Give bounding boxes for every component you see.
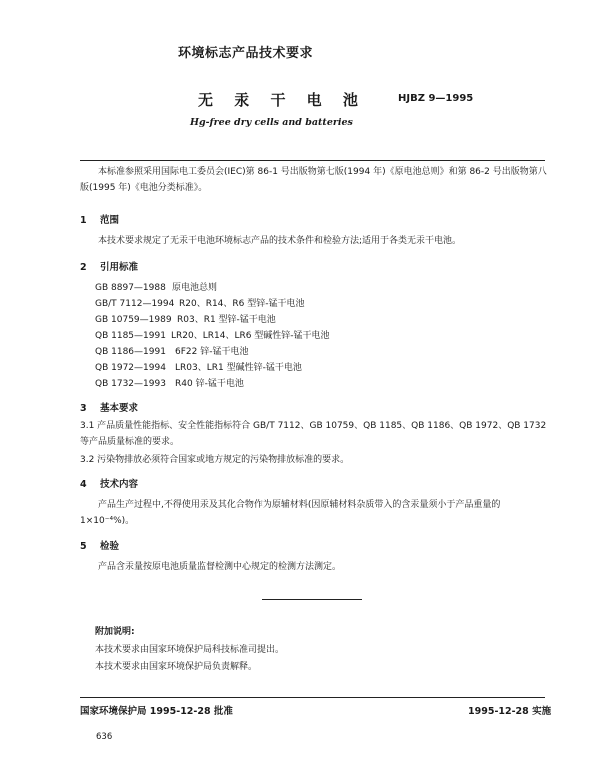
reference-name: R40 锌-锰干电池 [175, 379, 244, 389]
list-item [95, 360, 330, 376]
section-number: 2 [80, 262, 87, 273]
list-item [95, 376, 330, 392]
section-5-text: 产品含汞量按原电池质量监督检测中心规定的检测方法测定。 [98, 562, 342, 572]
section-title: 检验 [100, 541, 120, 552]
bottom-rule [80, 697, 545, 698]
reference-name: R03、R1 型锌-锰干电池 [177, 315, 276, 325]
reference-code: QB 1732—1993 [95, 379, 166, 389]
list-item [95, 328, 330, 344]
section-title: 范围 [100, 215, 120, 226]
section-title: 基本要求 [100, 403, 139, 414]
section-2-heading [80, 259, 138, 273]
top-rule [80, 160, 545, 161]
list-item [95, 280, 330, 296]
preface-paragraph: 本标准参照采用国际电工委员会(IEC)第 86-1 号出版物第七版(1994 年)《原电池总则》和第 86-2 号出版物第八版(1995 年)《电池分类标准》。 [80, 167, 547, 193]
reference-name: 原电池总则 [172, 283, 218, 293]
section-3-1-text: 3.1 产品质量性能指标、安全性能指标符合 GB/T 7112、GB 10759、QB 1185、QB 1186、QB 1972、QB 1732等产品质量标准的要求。 [80, 421, 547, 447]
reference-code: QB 1186—1991 [95, 347, 166, 357]
reference-code: GB/T 7112—1994 [95, 299, 175, 309]
page-number: 636 [96, 732, 113, 742]
reference-code: GB 8897—1988 [95, 283, 166, 293]
reference-name: R20、R14、R6 型锌-锰干电池 [179, 299, 305, 309]
section-number: 3 [80, 403, 87, 414]
reference-code: GB 10759—1989 [95, 315, 172, 325]
document-title: 无 汞 干 电 池 [198, 91, 366, 109]
section-number: 5 [80, 541, 87, 552]
standard-code: HJBZ 9—1995 [398, 93, 474, 104]
section-3-2-text: 3.2 污染物排放必须符合国家或地方规定的污染物排放标准的要求。 [80, 455, 350, 465]
document-header: 环境标志产品技术要求 [178, 46, 314, 61]
section-title: 引用标准 [100, 262, 139, 273]
reference-list [95, 280, 330, 392]
document-title-english: Hg-free dry cells and batteries [190, 117, 353, 128]
end-rule [262, 599, 362, 600]
section-3-heading [80, 400, 138, 414]
section-5-heading [80, 538, 119, 552]
notes-line-1: 本技术要求由国家环境保护局科技标准司提出。 [95, 645, 285, 655]
approval-info: 国家环境保护局 1995-12-28 批准 [80, 706, 233, 717]
section-1-heading [80, 212, 119, 226]
section-4-heading [80, 476, 138, 490]
reference-name: LR20、LR14、LR6 型碱性锌-锰干电池 [171, 331, 330, 341]
list-item [95, 312, 330, 328]
section-1-text: 本技术要求规定了无汞干电池环境标志产品的技术条件和检验方法;适用于各类无汞干电池。 [98, 236, 462, 246]
section-title: 技术内容 [100, 479, 139, 490]
section-number: 4 [80, 479, 87, 490]
reference-name: 6F22 锌-锰干电池 [175, 347, 249, 357]
section-number: 1 [80, 215, 87, 226]
reference-code: QB 1972—1994 [95, 363, 166, 373]
implementation-date: 1995-12-28 实施 [468, 706, 552, 717]
section-4-text: 产品生产过程中,不得使用汞及其化合物作为原辅材料(因原辅材料杂质带入的含汞量须小于产品重量的 1×10⁻⁴%)。 [80, 500, 501, 526]
notes-line-2: 本技术要求由国家环境保护局负责解释。 [95, 662, 258, 672]
list-item [95, 344, 330, 360]
reference-code: QB 1185—1991 [95, 331, 166, 341]
list-item [95, 296, 330, 312]
notes-heading: 附加说明: [95, 627, 135, 637]
reference-name: LR03、LR1 型碱性锌-锰干电池 [175, 363, 302, 373]
